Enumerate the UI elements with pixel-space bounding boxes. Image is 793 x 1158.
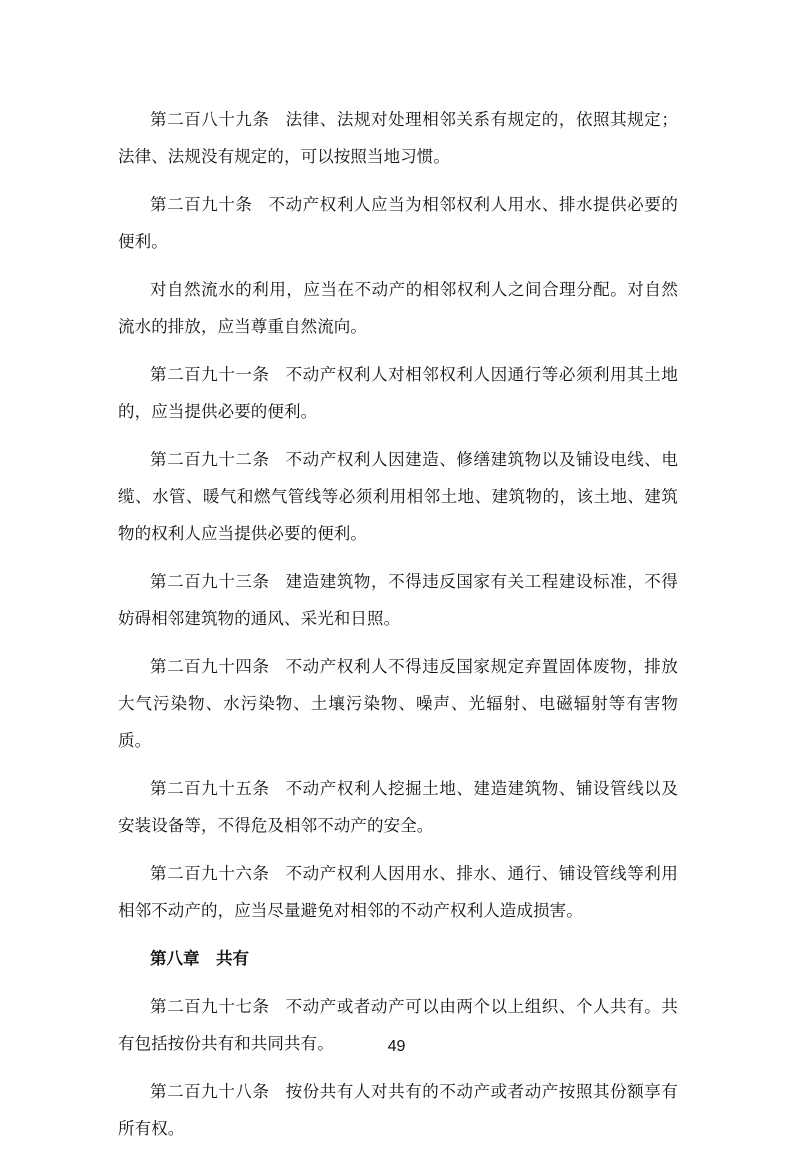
article-291 (118, 356, 678, 430)
article-number: 第二百九十七条 (150, 997, 270, 1016)
article-294 (118, 648, 678, 759)
article-text: 不动产或者动产可以由两个以上组织、个人共有。共有包括按份共有和共同共有。 (118, 997, 678, 1053)
article-number: 第二百九十三条 (150, 572, 270, 591)
article-289 (118, 101, 678, 175)
article-number: 第二百九十四条 (150, 657, 270, 676)
article-text: 法律、法规对处理相邻关系有规定的，依照其规定；法律、法规没有规定的，可以按照当地习惯。 (118, 110, 678, 166)
article-text: 建造建筑物，不得违反国家有关工程建设标准，不得妨碍相邻建筑物的通风、采光和日照。 (118, 572, 678, 628)
article-number: 第二百九十二条 (150, 450, 270, 469)
article-293 (118, 563, 678, 637)
article-text: 不动产权利人不得违反国家规定弃置固体废物，排放大气污染物、水污染物、土壤污染物、噪声、光辐射、电磁辐射等有害物质。 (118, 657, 678, 750)
article-text: 不动产权利人对相邻权利人因通行等必须利用其土地的，应当提供必要的便利。 (118, 365, 678, 421)
article-text: 不动产权利人应当为相邻权利人用水、排水提供必要的便利。 (118, 195, 678, 251)
article-text: 不动产权利人因建造、修缮建筑物以及铺设电线、电缆、水管、暖气和燃气管线等必须利用相邻土地、建筑物的，该土地、建筑物的权利人应当提供必要的便利。 (118, 450, 678, 543)
article-text: 对自然流水的利用，应当在不动产的相邻权利人之间合理分配。对自然流水的排放，应当尊重自然流向。 (118, 280, 678, 336)
article-296 (118, 855, 678, 929)
article-number: 第二百九十条 (150, 195, 253, 214)
article-text: 不动产权利人挖掘土地、建造建筑物、铺设管线以及安装设备等，不得危及相邻不动产的安全。 (118, 779, 678, 835)
article-292 (118, 441, 678, 552)
article-number: 第二百九十六条 (150, 864, 270, 883)
page-content (118, 101, 678, 1158)
article-295 (118, 770, 678, 844)
article-number: 第二百八十九条 (150, 110, 270, 129)
page-number: 49 (387, 1038, 406, 1055)
article-298 (118, 1073, 678, 1147)
article-text: 按份共有人对共有的不动产或者动产按照其份额享有所有权。 (118, 1082, 678, 1138)
chapter-heading: 第八章 共有 (150, 949, 249, 968)
article-number: 第二百九十五条 (150, 779, 270, 798)
article-number: 第二百九十一条 (150, 365, 270, 384)
article-290 (118, 186, 678, 260)
article-text: 不动产权利人因用水、排水、通行、铺设管线等利用相邻不动产的，应当尽量避免对相邻的不动产权利人造成损害。 (118, 864, 678, 920)
article-number: 第二百九十八条 (150, 1082, 270, 1101)
article-290-paragraph-2 (118, 271, 678, 345)
